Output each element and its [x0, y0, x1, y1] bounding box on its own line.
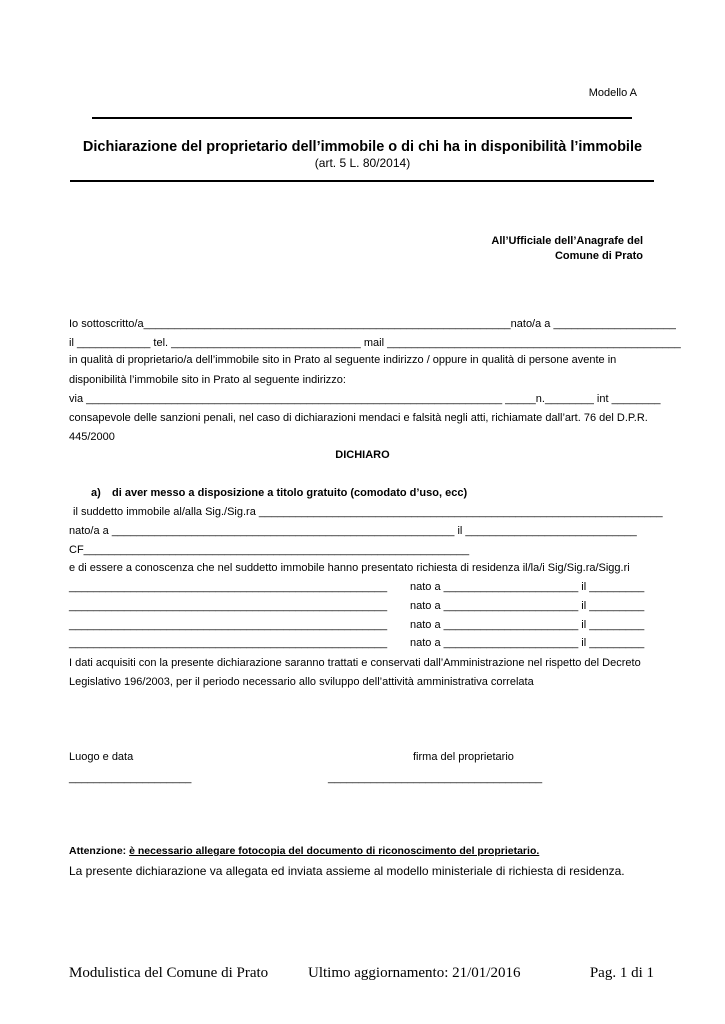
form-line-qualita: in qualità di proprietario/a dell’immobile sito in Prato al seguente indirizzo / oppure in qualità di persone avente in — [69, 354, 617, 366]
resident-row-name: ____________________________________________________ — [69, 600, 388, 612]
document-title: Dichiarazione del proprietario dell’immobile o di chi ha in disponibilità l’immobile — [82, 139, 643, 155]
form-line-address: via ____________________________________________________________________ _____n.________ int ________ — [69, 393, 661, 405]
document-subtitle: (art. 5 L. 80/2014) — [314, 156, 411, 170]
privacy-line-1: I dati acquisiti con la presente dichiarazione saranno trattati e conservati dall’Amministrazione nel rispetto del Decreto — [69, 657, 641, 669]
owner-signature-label: firma del proprietario — [413, 751, 514, 763]
resident-row-name: ____________________________________________________ — [69, 581, 388, 593]
section-a-text: di aver messo a disposizione a titolo gratuito (comodato d’uso, ecc) — [112, 487, 468, 499]
attention-label: Attenzione: — [69, 845, 127, 857]
form-line-cf: CF_______________________________________________________________ — [69, 544, 470, 556]
header-rule-bottom — [70, 180, 654, 182]
form-line-consapevole: consapevole delle sanzioni penali, nel caso di dichiarazioni mendaci e falsità negli atti, richiamate dall’art. 76 del D.P.R. — [69, 412, 648, 424]
recipient-line-2: Comune di Prato — [554, 250, 643, 262]
model-label: Modello A — [588, 87, 637, 99]
header-rule-top — [92, 117, 632, 119]
form-line-name: Io sottoscritto/a____________________________________________________________nato/a a ____________________ — [69, 318, 676, 330]
footer-center: Ultimo aggiornamento: 21/01/2016 — [308, 965, 521, 981]
form-line-nato: nato/a a ________________________________________________________ il ____________________________ — [69, 525, 637, 537]
form-line-residenza: e di essere a conoscenza che nel suddetto immobile hanno presentato richiesta di residenza il/la/i Sig/Sig.ra/Sigg.ri — [69, 562, 630, 574]
dichiaro-heading: DICHIARO — [335, 449, 390, 461]
resident-row-name: ____________________________________________________ — [69, 619, 388, 631]
owner-signature-line: ___________________________________ — [328, 772, 543, 784]
note-line-2: La presente dichiarazione va allegata ed inviata assieme al modello ministeriale di richiesta di residenza. — [69, 864, 625, 878]
form-line-contacts: il ____________ tel. _______________________________ mail ________________________________________________ — [69, 337, 681, 349]
recipient-line-1: All’Ufficiale dell’Anagrafe del — [491, 235, 643, 247]
place-date-line: ____________________ — [69, 772, 192, 784]
resident-row-birth: nato a ______________________ il _________ — [410, 637, 645, 649]
resident-row-name: ____________________________________________________ — [69, 637, 388, 649]
form-line-dpr: 445/2000 — [69, 431, 115, 443]
attention-note — [69, 845, 539, 857]
footer-page: Pag. 1 di 1 — [589, 965, 654, 981]
resident-row-birth: nato a ______________________ il _________ — [410, 600, 645, 612]
form-line-sig: il suddetto immobile al/alla Sig./Sig.ra __________________________________________________________________ — [73, 506, 663, 518]
privacy-line-2: Legislativo 196/2003, per il periodo necessario allo sviluppo dell’attività amministrativa correlata — [69, 676, 534, 688]
section-a-label: a) — [91, 487, 101, 499]
resident-row-birth: nato a ______________________ il _________ — [410, 619, 645, 631]
resident-row-birth: nato a ______________________ il _________ — [410, 581, 645, 593]
form-line-disponibilita: disponibilità l’immobile sito in Prato al seguente indirizzo: — [69, 374, 346, 386]
place-date-label: Luogo e data — [69, 751, 134, 763]
footer-left: Modulistica del Comune di Prato — [69, 965, 269, 981]
attention-text: è necessario allegare fotocopia del documento di riconoscimento del proprietario. — [129, 845, 540, 857]
